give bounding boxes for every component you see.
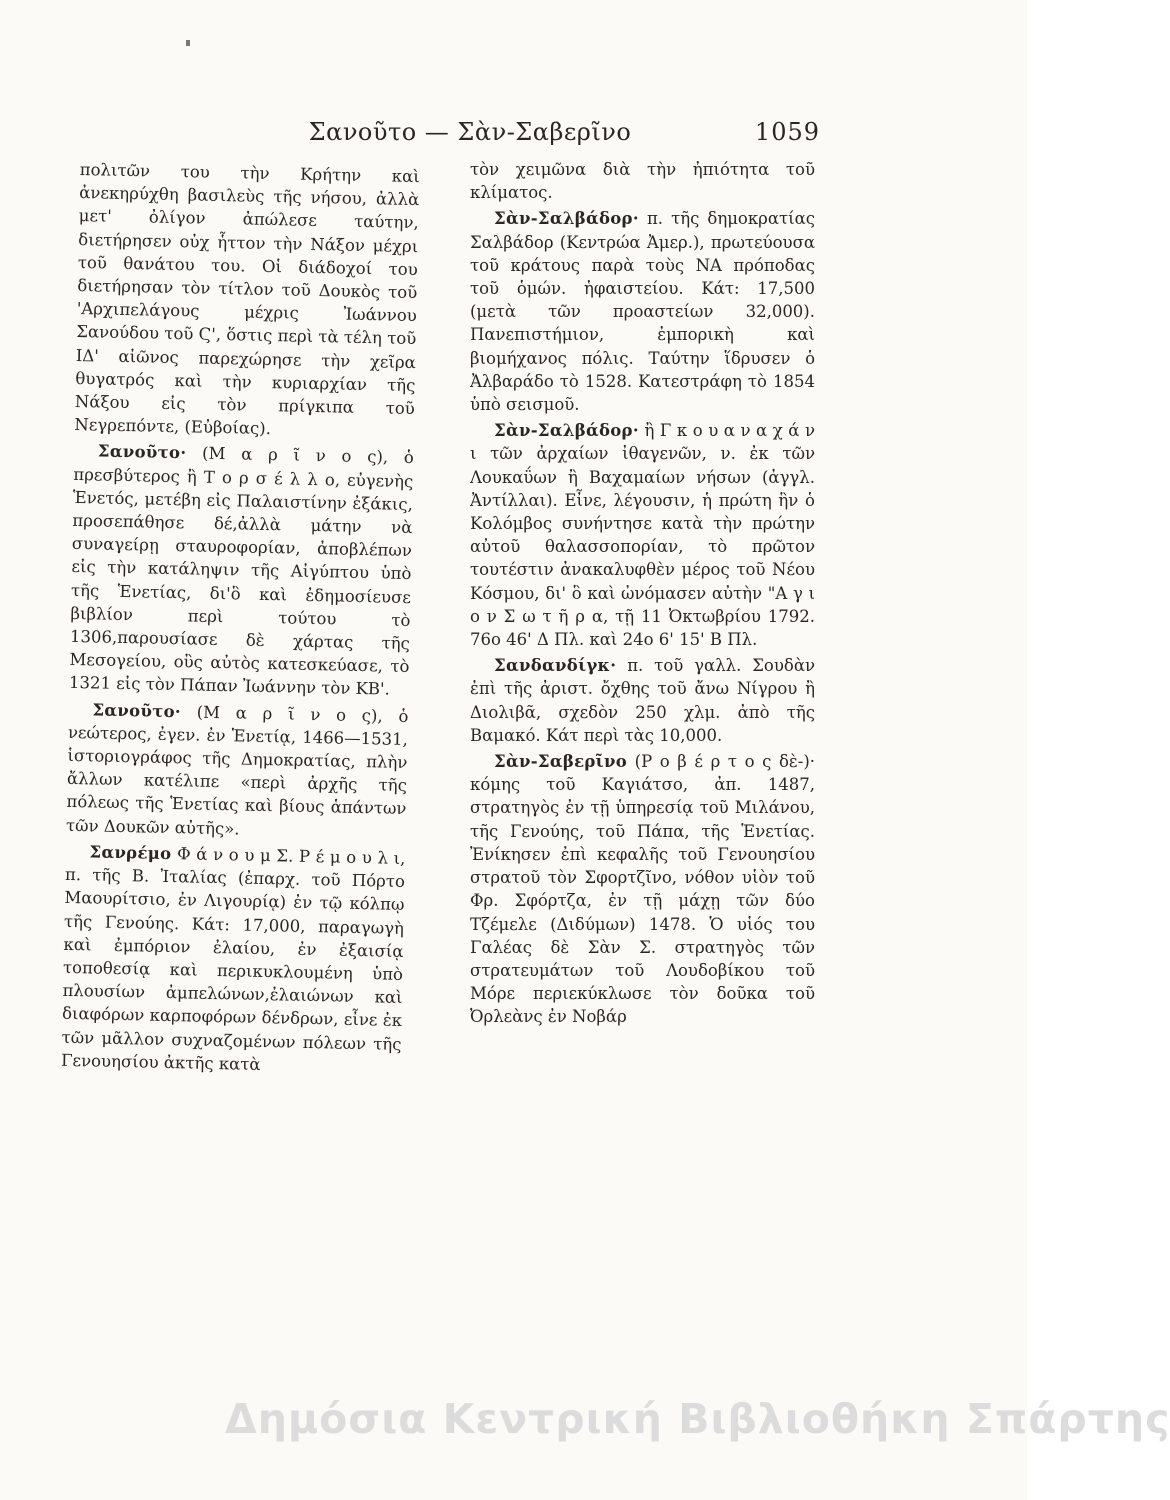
entry-headword: Σανρέμο bbox=[89, 842, 172, 863]
entry-paragraph bbox=[69, 439, 414, 701]
entry-headword: Σανοῦτο· bbox=[97, 441, 187, 463]
entry-text: (Ρ ο β έ ρ τ ο ς δὲ-)· κόμης τοῦ Καγιάτσο, ἀπ. 1487, στρατηγὸς ἐν τῇ ὑπηρεσίᾳ τοῦ Μιλάνου, τῆς Γενούης, τοῦ Πάπα, τῆς Ἑνετίας. Ἐνίκησεν ἐπὶ κεφαλῆς τοῦ Γενουησίου στρατοῦ τὸν Σφορτζῖνο, νόθον υἱὸν τοῦ Φρ. Σφόρτζα, ἐν τῇ μάχῃ τῶν δύο Τζέμελε (Διδύμων) 1478. Ὁ υἱός του Γαλέας δὲ Σὰν Σ. στρατηγὸς τῶν στρατευμάτων τοῦ Λουδοβίκου τοῦ Μόρε περιεκύκλωσε τὸν δοῦκα τοῦ Ὀρλεὰνς ἐν Νοβάρ bbox=[470, 752, 816, 1027]
entry-text: (Μ α ρ ῖ ν ο ς), ὁ πρεσβύτερος ἢ Τ ο ρ σ έ λ λ ο, εὐγενὴς Ἑνετός, μετέβη εἰς Παλαιστίνην ἐξάκις, προσεπάθησε δέ,ἀλλὰ μάτην νὰ συναγείρῃ σταυροφορίαν, ἀποβλέπων εἰς τὴν κατάληψιν τῆς Αἰγύπτου ὑπὸ τῆς Ἑνετίας, δι'ὃ καὶ ἐδημοσίευσε βιβλίον περὶ τούτου τὸ 1306,παρουσίασε δὲ χάρτας τῆς Μεσογείου, οὓς αὐτὸς κατεσκεύασε, τὸ 1321 εἰς τὸν Πάπαν Ἰωάννην τὸν ΚΒ'. bbox=[68, 444, 414, 700]
entry-text: π. τοῦ γαλλ. Σουδὰν ἐπὶ τῆς ἀριστ. ὄχθης τοῦ ἄνω Νίγρου ἢ Διολιβᾶ, σχεδὸν 250 χλμ. ἀπὸ τῆς Βαμακό. Κάτ περὶ τὰς 10,000. bbox=[470, 656, 815, 745]
entry-text: (Μ α ρ ῖ ν ο ς), ὁ νεώτερος, ἐγεν. ἐν Ἑνετίᾳ, 1466—1531, ἱστοριογράφος τῆς Δημοκρατίας, πλὴν ἄλλων κατέλιπε «περὶ ἀρχῆς τῆς πόλεως τῆς Ἑνετίας καὶ βίους ἁπάντων τῶν Δουκῶν αὐτῆς». bbox=[65, 702, 409, 839]
page-title: Σανοῦτο — Σὰν-Σαβερῖνο bbox=[308, 118, 632, 146]
page-number: 1059 bbox=[754, 118, 820, 146]
entry-paragraph bbox=[74, 158, 420, 443]
entry-text: π. τῆς δημοκρατίας Σαλβάδορ (Κεντρώα Ἀμερ.), πρωτεύουσα τοῦ κράτους παρὰ τοὺς ΝΑ πρόποδας τοῦ ὁμών. ἡφαιστείου. Κάτ: 17,500 (μετὰ τῶν προαστείων 32,000). Πανεπιστήμιον, ἐμπορικὴ καὶ βιομήχανος πόλις. Ταύτην ἵδρυσεν ὁ Ἀλβαράδο τὸ 1528. Κατεστράφη τὸ 1854 ὑπὸ σεισμοῦ. bbox=[470, 209, 815, 415]
entry-paragraph bbox=[66, 698, 409, 844]
entry-headword: Σὰν-Σαλβάδορ· bbox=[494, 421, 639, 441]
entry-headword: Σὰν-Σαβερῖνο bbox=[494, 752, 628, 772]
entry-headword: Σὰν-Σαλβάδορ· bbox=[494, 209, 639, 229]
entry-text: πολιτῶν του τὴν Κρήτην καὶ ἀνεκηρύχθη βασιλεὺς τῆς νήσου, ἀλλὰ μετ' ὀλίγον ἀπώλεσε ταύτην, διετήρησεν οὐχ ἧττον τὴν Νάξον μέχρι τοῦ θανάτου του. Οἱ διάδοχοί του διετήρησαν τὸν τίτλον τοῦ Δουκὸς τοῦ 'Αρχιπελάγους μέχρις Ἰωάννου Σανούδου τοῦ Ϛ', ὅστις περὶ τὰ τέλη τοῦ ΙΔ' αἰῶνος παρεχώρησε τὴν χεῖρα θυγατρός καὶ τὴν κυριαρχίαν τῆς Νάξου εἰς τὸν πρίγκιπα τοῦ Νεγρεπόντε, (Εὐβοίας). bbox=[74, 159, 420, 439]
entry-headword: Σανδανδίγκ· bbox=[494, 656, 617, 676]
entry-paragraph bbox=[470, 419, 815, 651]
entry-text: ἢ Γ κ ο υ α ν α χ ά ν ι τῶν ἀρχαίων ἰθαγενῶν, ν. ἐκ τῶν Λουκαΰων ἢ Βαχαμαίων νήσων (ἀγγλ. Ἀντίλλαι). Εἶνε, λέγουσιν, ἡ πρώτη ἣν ὁ Κολόμβος συνήντησε κατὰ τὴν πρώτην αὐτοῦ θαλασσοπορίαν, τὸ πρῶτον τουτέστιν ἀνακαλυφθὲν μέρος τοῦ Νέου Κόσμου, δι' ὃ καὶ ὠνόμασεν αὐτὴν "Α γ ι ο ν Σ ω τ ῆ ρ α, τῇ 11 Ὀκτωβρίου 1792. 76ο 46' Δ Πλ. καὶ 24ο 6' 15' Β Πλ. bbox=[470, 421, 816, 650]
entry-paragraph bbox=[470, 158, 815, 204]
left-column bbox=[61, 158, 420, 1079]
scan-mark bbox=[186, 40, 190, 46]
entry-paragraph bbox=[61, 840, 406, 1079]
entry-text: τὸν χειμῶνα διὰ τὴν ἠπιότητα τοῦ κλίματος. bbox=[470, 160, 815, 203]
running-head bbox=[260, 118, 820, 154]
right-column bbox=[470, 158, 815, 1029]
entry-text: Φ ά ν ο υ μ Σ. Ρ έ μ ο υ λ ι, π. τῆς Β. Ἰταλίας (ἐπαρχ. τοῦ Πόρτο Μαουρίτσιο, ἐν Λιγουρίᾳ) ἐν τῷ κόλπῳ τῆς Γενούης. Κάτ: 17,000, παραγωγὴ καὶ ἐμπόριον ἐλαίου, ἐν ἐξαισίᾳ τοποθεσίᾳ καὶ περικυκλουμένη ὑπὸ πλουσίων ἀμπελώνων,ἐλαιώνων καὶ διαφόρων καρποφόρων δένδρων, εἶνε ἐκ τῶν μᾶλλον συχναζομένων πόλεων τῆς Γενουησίου ἀκτῆς κατὰ bbox=[60, 844, 406, 1074]
library-watermark: Δημόσια Κεντρική Βιβλιοθήκη Σπάρτης bbox=[225, 1395, 1170, 1443]
entry-paragraph bbox=[470, 207, 815, 416]
entry-paragraph bbox=[470, 750, 815, 1028]
entry-paragraph bbox=[470, 654, 815, 747]
entry-headword: Σανοῦτο· bbox=[92, 700, 182, 721]
